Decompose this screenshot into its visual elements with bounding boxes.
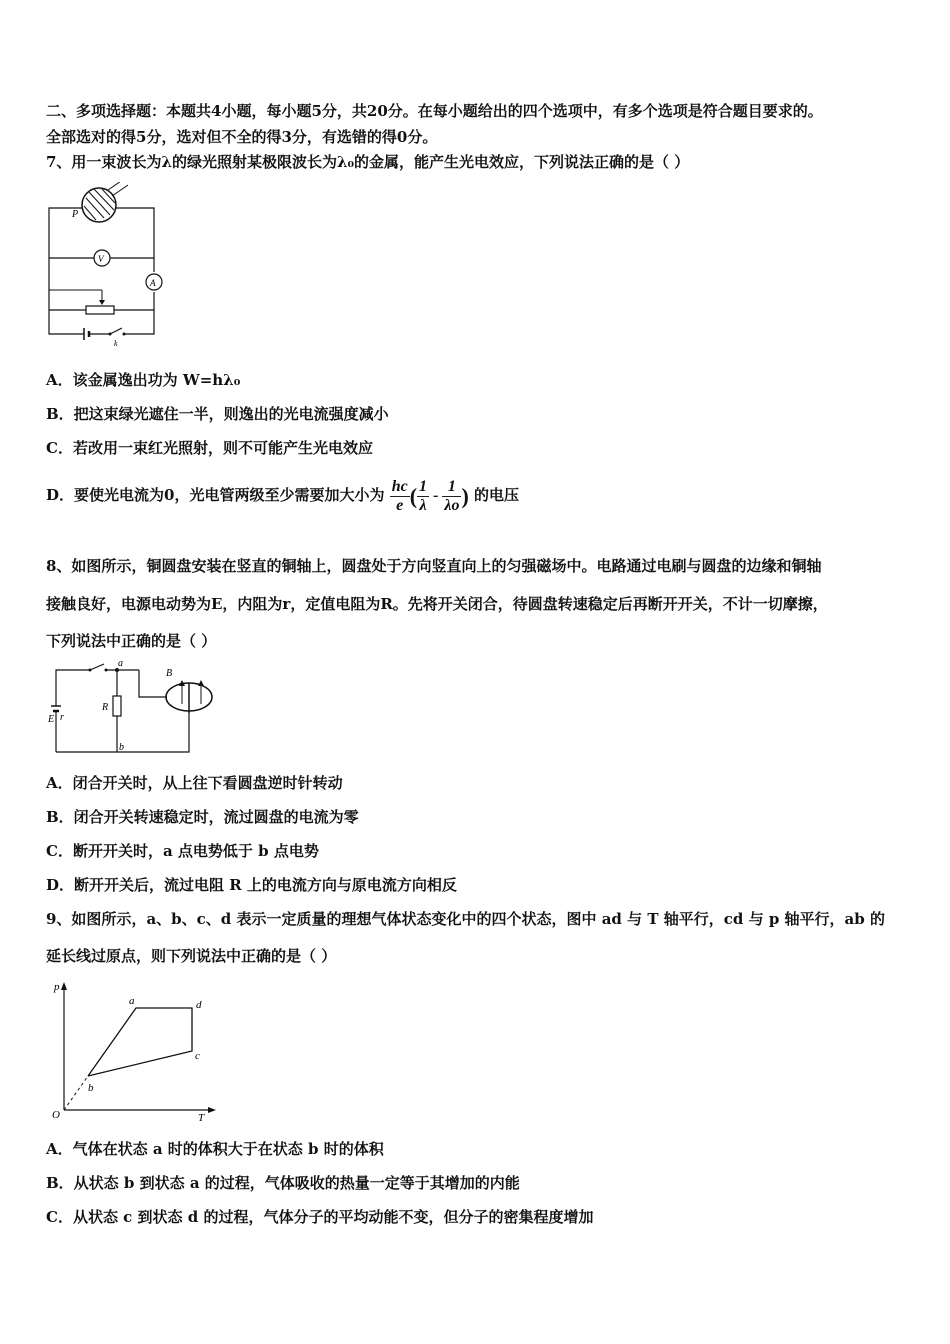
q9-stem-line2: 延长线过原点，则下列说法中正确的是（ ）: [46, 947, 337, 965]
q8-option-c: C．断开开关时，a 点电势低于 b 点电势: [46, 842, 319, 860]
q7-option-d-prefix: D．要使光电流为0，光电管两级至少需要加大小为: [46, 486, 385, 504]
label-r: r: [60, 712, 64, 723]
q8-disk-circuit-diagram: [44, 656, 224, 758]
q8-stem-line2: 接触良好，电源电动势为E，内阻为r，定值电阻为R。先将开关闭合，待圆盘转速稳定后再断开开关，不计一切摩擦，: [46, 595, 828, 613]
q9-option-b: B．从状态 b 到状态 a 的过程，气体吸收的热量一定等于其增加的内能: [46, 1174, 520, 1192]
label-state-d: d: [196, 999, 202, 1011]
q7-option-d: [46, 470, 519, 521]
label-p: P: [72, 209, 79, 220]
label-E: E: [48, 714, 55, 725]
q8-option-b: B．闭合开关转速稳定时，流过圆盘的电流为零: [46, 808, 359, 826]
label-v: V: [98, 254, 104, 264]
label-O: O: [52, 1109, 60, 1121]
q7-option-d-suffix: 的电压: [474, 486, 520, 504]
process-path: [88, 1008, 192, 1076]
label-p: p: [54, 981, 60, 993]
q7-option-c: C．若改用一束红光照射，则不可能产生光电效应: [46, 439, 373, 457]
label-k: k: [114, 339, 118, 347]
section-heading-line2: 全部选对的得5分，选对但不全的得3分，有选错的得0分。: [46, 128, 438, 146]
q7-voltage-formula: $\frac{hc}{e}$ ( $\frac{1}{\lambda}$ - $\frac{1}{\lambda o}$ ): [391, 477, 469, 514]
q8-stem-line3: 下列说法中正确的是（ ）: [46, 632, 217, 650]
q7-option-b: B．把这束绿光遮住一半，则逸出的光电流强度减小: [46, 405, 389, 423]
q9-stem-line1: 9、如图所示，a、b、c、d 表示一定质量的理想气体状态变化中的四个状态，图中 ad 与 T 轴平行，cd 与 p 轴平行，ab 的: [46, 910, 885, 928]
rheostat: [86, 306, 114, 314]
label-state-c: c: [195, 1050, 200, 1062]
label-state-b: b: [88, 1082, 94, 1094]
q8-stem-line1: 8、如图所示，铜圆盘安装在竖直的铜轴上，圆盘处于方向竖直向上的匀强磁场中。电路通过电刷与圆盘的边缘和铜轴: [46, 557, 822, 575]
resistor-r: [113, 696, 121, 716]
label-state-a: a: [129, 995, 135, 1007]
label-R: R: [102, 702, 109, 713]
label-B: B: [166, 668, 173, 679]
q9-option-c: C．从状态 c 到状态 d 的过程，气体分子的平均动能不变，但分子的密集程度增加: [46, 1208, 594, 1226]
q7-circuit-diagram: [44, 182, 169, 347]
label-b: b: [119, 742, 124, 753]
q7-option-a: A．该金属逸出功为 W=hλ₀: [46, 371, 241, 389]
q9-option-a: A．气体在状态 a 时的体积大于在状态 b 时的体积: [46, 1140, 384, 1158]
q8-option-d: D．断开开关后，流过电阻 R 上的电流方向与原电流方向相反: [46, 876, 457, 894]
label-a: A: [150, 278, 156, 288]
q8-option-a: A．闭合开关时，从上往下看圆盘逆时针转动: [46, 774, 343, 792]
phototube: [82, 188, 116, 222]
section-heading-line1: 二、多项选择题：本题共4小题，每小题5分，共20分。在每小题给出的四个选项中，有多个选项是符合题目要求的。: [46, 102, 823, 120]
label-a: a: [118, 658, 123, 669]
q9-pt-diagram: [44, 978, 224, 1123]
q7-stem: 7、用一束波长为λ的绿光照射某极限波长为λ₀的金属，能产生光电效应，下列说法正确的是（ ）: [46, 153, 690, 171]
label-T: T: [198, 1112, 205, 1123]
